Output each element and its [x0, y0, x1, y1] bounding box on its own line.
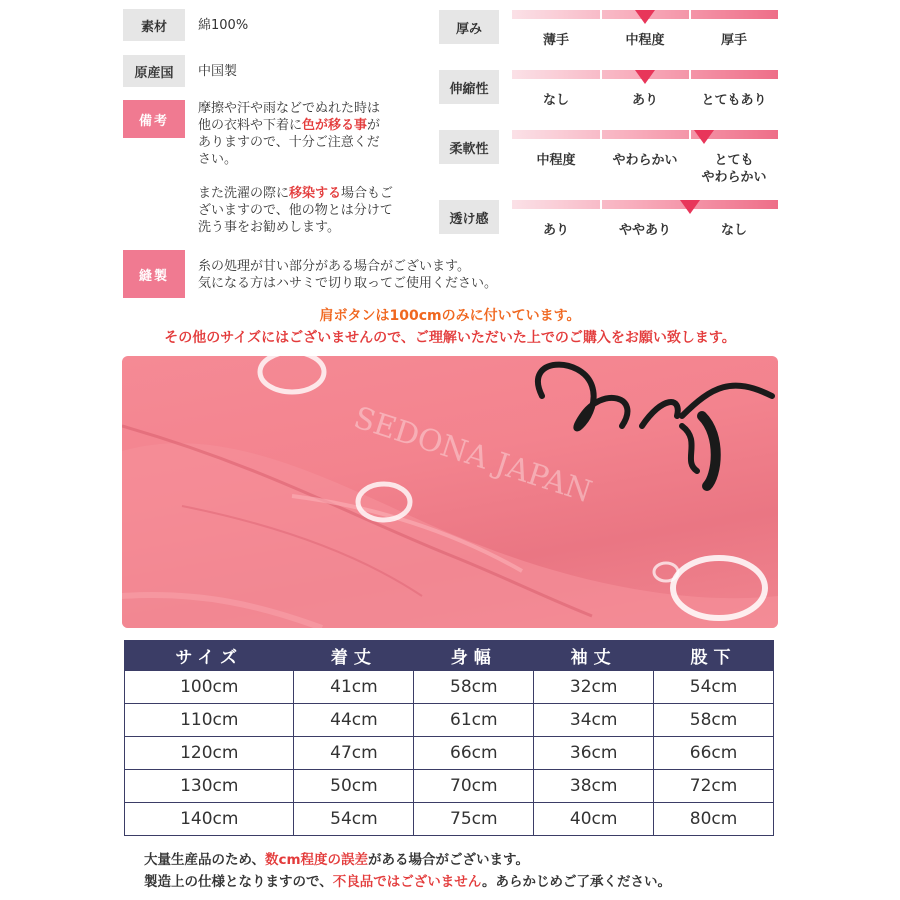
table-row — [125, 803, 774, 836]
fabric-label: 素材 — [123, 9, 185, 41]
scale-divider — [689, 130, 691, 139]
table-cell: 47cm — [294, 737, 414, 770]
header-size: サイズ — [125, 641, 294, 671]
remarks-label: 備考 — [123, 100, 185, 138]
watermark-text: SEDONA JAPAN — [349, 400, 596, 511]
header-width: 身幅 — [414, 641, 534, 671]
scale-option: ややあり — [618, 223, 671, 238]
table-cell: 80cm — [654, 803, 774, 836]
origin-value: 中国製 — [198, 64, 238, 79]
footer-line1: 大量生産品のため、数cm程度の誤差がある場合がございます。 — [144, 852, 529, 868]
header-inseam: 股下 — [654, 641, 774, 671]
table-cell: 44cm — [294, 704, 414, 737]
footer-line2: 製造上の仕様となりますので、不良品ではございません。あらかじめご了承ください。 — [144, 874, 672, 890]
table-row — [125, 671, 774, 704]
product-photo — [122, 356, 778, 628]
header-sleeve: 袖丈 — [534, 641, 654, 671]
table-cell: 58cm — [654, 704, 774, 737]
scale-marker-thickness — [635, 10, 655, 24]
notice-line1: 肩ボタンは100cmのみに付いています。 — [319, 308, 581, 324]
table-cell: 36cm — [534, 737, 654, 770]
scale-option: 中程度 — [536, 153, 576, 168]
table-cell: 75cm — [414, 803, 534, 836]
table-cell: 34cm — [534, 704, 654, 737]
scale-divider — [600, 130, 602, 139]
scale-option: あり — [542, 223, 569, 238]
scale-marker-softness — [694, 130, 714, 144]
table-cell: 50cm — [294, 770, 414, 803]
attr-label-thickness: 厚み — [439, 10, 499, 44]
scale-bar-sheerness — [512, 200, 778, 209]
notice-line2: その他のサイズにはございませんので、ご理解いただいた上でのご購入をお願い致します。 — [164, 330, 736, 346]
table-cell: 110cm — [125, 704, 294, 737]
scale-marker-stretch — [635, 70, 655, 84]
scale-option: なし — [542, 93, 569, 108]
table-cell: 130cm — [125, 770, 294, 803]
attr-label-softness: 柔軟性 — [439, 130, 499, 164]
fabric-illustration — [122, 356, 778, 628]
scale-option: 厚手 — [720, 33, 747, 48]
origin-label: 原産国 — [123, 55, 185, 87]
remarks-text: 摩擦や汗や雨などでぬれた時は 他の衣料や下着に色が移る事が ありますので、十分ご注意くだ さい。 また洗濯の際に移染する場合もご ざいますので、他の物とは分けて 洗う事をお勧めします。 — [198, 101, 394, 235]
attr-label-sheerness: 透け感 — [439, 200, 499, 234]
table-cell: 38cm — [534, 770, 654, 803]
scale-option: 中程度 — [625, 33, 665, 48]
table-cell: 120cm — [125, 737, 294, 770]
table-cell: 70cm — [414, 770, 534, 803]
table-cell: 66cm — [654, 737, 774, 770]
sewing-label: 縫製 — [123, 250, 185, 298]
table-cell: 41cm — [294, 671, 414, 704]
scale-marker-sheerness — [680, 200, 700, 214]
scale-bar-softness — [512, 130, 778, 139]
table-row — [125, 704, 774, 737]
table-cell: 66cm — [414, 737, 534, 770]
scale-option: あり — [631, 93, 658, 108]
size-table-header — [125, 641, 774, 671]
sewing-text: 糸の処理が甘い部分がある場合がございます。 気になる方はハサミで切り取ってご使用ください。 — [198, 259, 498, 291]
scale-option: とてもあり — [701, 93, 767, 108]
scale-option: とても やわらかい — [701, 153, 767, 185]
table-cell: 40cm — [534, 803, 654, 836]
scale-divider — [689, 70, 691, 79]
scale-divider — [600, 70, 602, 79]
scale-divider — [689, 10, 691, 19]
attr-label-stretch: 伸縮性 — [439, 70, 499, 104]
scale-option: 薄手 — [542, 33, 569, 48]
table-row — [125, 770, 774, 803]
fabric-value: 綿100% — [198, 18, 249, 33]
size-table — [124, 640, 774, 836]
table-cell: 32cm — [534, 671, 654, 704]
header-length: 着丈 — [294, 641, 414, 671]
scale-divider — [600, 10, 602, 19]
table-cell: 61cm — [414, 704, 534, 737]
table-cell: 54cm — [294, 803, 414, 836]
table-cell: 72cm — [654, 770, 774, 803]
table-cell: 54cm — [654, 671, 774, 704]
scale-divider — [600, 200, 602, 209]
scale-option: なし — [720, 223, 747, 238]
scale-option: やわらかい — [612, 153, 678, 168]
table-cell: 100cm — [125, 671, 294, 704]
table-cell: 58cm — [414, 671, 534, 704]
table-cell: 140cm — [125, 803, 294, 836]
table-row — [125, 737, 774, 770]
